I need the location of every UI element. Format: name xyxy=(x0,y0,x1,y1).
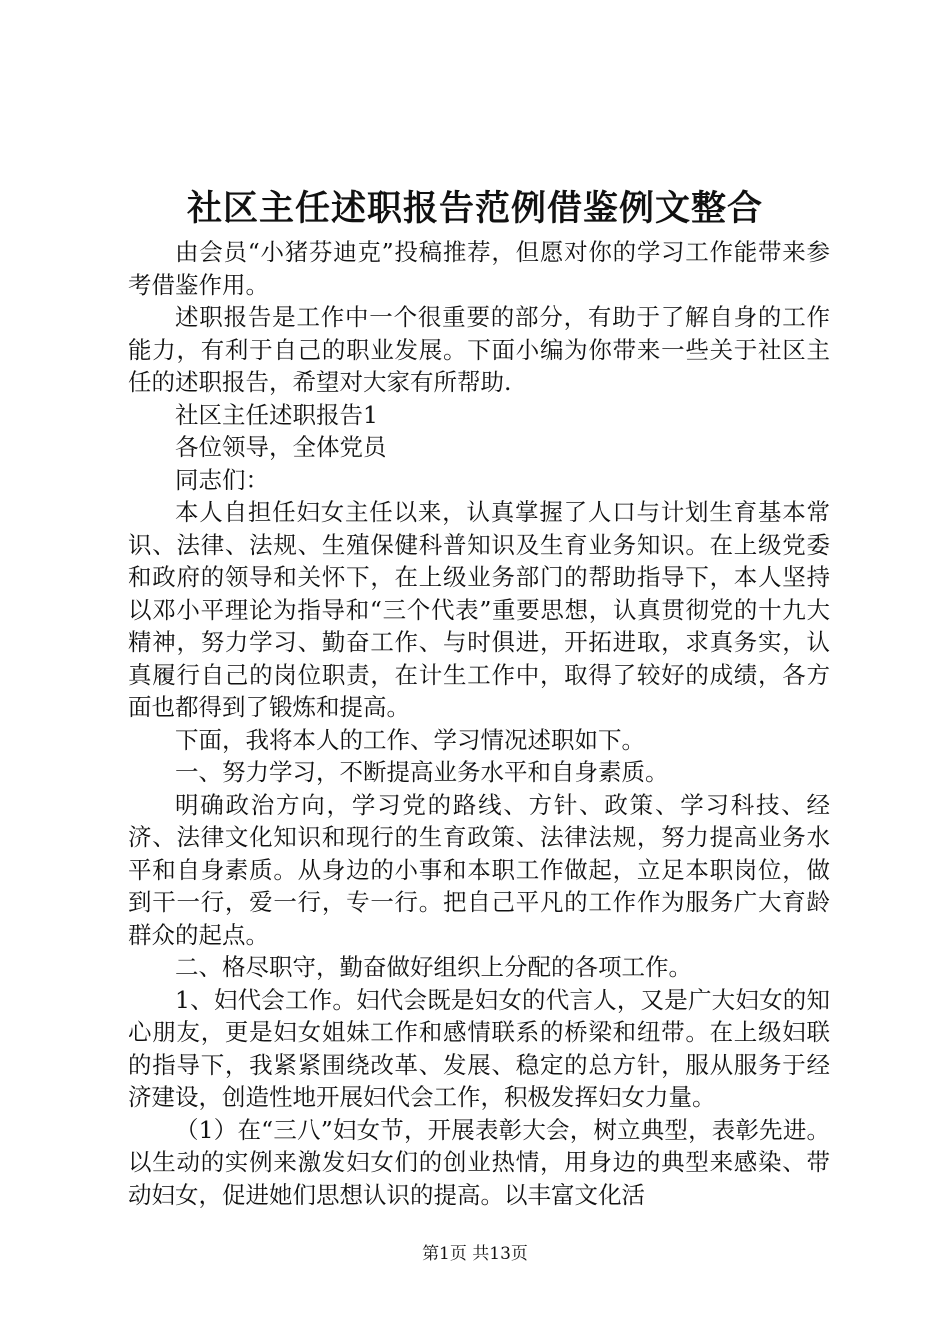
paragraph-body-3: 明确政治方向，学习党的路线、方针、政策、学习科技、经济、法律文化知识和现行的生育政策、法律法规，努力提高业务水平和自身素质。从身边的小事和本职工作做起，立足本职岗位，做到干一行，爱一行，专一行。把自己平凡的工作作为服务广大育龄群众的起点。 xyxy=(128,790,830,949)
paragraph-section-1-heading: 一、努力学习，不断提高业务水平和自身素质。 xyxy=(175,758,669,786)
paragraph-body-4: 1、妇代会工作。妇代会既是妇女的代言人，又是广大妇女的知心朋友，更是妇女姐妹工作和感情联系的桥梁和纽带。在上级妇联的指导下，我紧紧围绕改革、发展、稳定的总方针，服从服务于经济建设，创造性地开展妇代会工作，积极发挥妇女力量。 xyxy=(128,985,830,1111)
paragraph-intro: 由会员“小猪芬迪克”投稿推荐，但愿对你的学习工作能带来参考借鉴作用。 xyxy=(128,238,830,299)
paragraph-body-2: 下面，我将本人的工作、学习情况述职如下。 xyxy=(175,725,645,754)
page-footer: 第1页 共13页 xyxy=(422,1244,528,1264)
document-title: 社区主任述职报告范例借鉴例文整合 xyxy=(186,188,763,229)
paragraph-preface: 述职报告是工作中一个很重要的部分，有助于了解自身的工作能力，有利于自己的职业发展。下面小编为你带来一些关于社区主任的述职报告，希望对大家有所帮助. xyxy=(128,303,830,396)
paragraph-body-5: （1）在“三八”妇女节，开展表彰大会，树立典型，表彰先进。以生动的实例来激发妇女们的创业热情，用身边的典型来感染、带动妇女，促进她们思想认识的提高。以丰富文化活 xyxy=(128,1115,830,1209)
paragraph-body-1: 本人自担任妇女主任以来，认真掌握了人口与计划生育基本常识、法律、法规、生殖保健科普知识及生育业务知识。在上级党委和政府的领导和关怀下，在上级业务部门的帮助指导下，本人坚持以邓小平理论为指导和“三个代表”重要思想，认真贯彻党的十九大精神，努力学习、勤奋工作、与时俱进，开拓进取，求真务实，认真履行自己的岗位职责，在计生工作中，取得了较好的成绩，各方面也都得到了锻炼和提高。 xyxy=(128,498,830,721)
paragraph-section-2-heading: 二、格尽职守，勤奋做好组织上分配的各项工作。 xyxy=(175,953,692,981)
paragraph-greeting: 同志们： xyxy=(175,465,269,494)
paragraph-salutation: 各位领导，全体党员 xyxy=(175,433,387,461)
document-body xyxy=(128,236,830,1211)
paragraph-report-heading: 社区主任述职报告1 xyxy=(175,400,378,429)
